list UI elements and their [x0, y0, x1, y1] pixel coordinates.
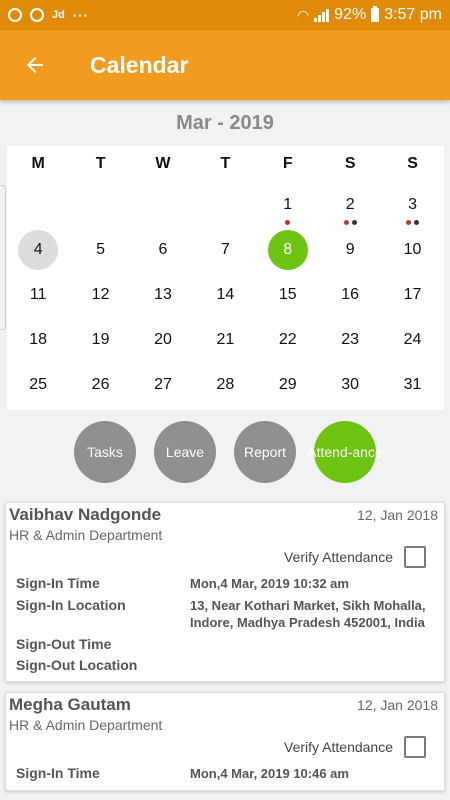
- verify-attendance-label: Verify Attendance: [284, 739, 393, 755]
- report-button[interactable]: [234, 421, 296, 483]
- status-bar: [0, 0, 450, 30]
- action-label: Tasks: [87, 444, 123, 460]
- day-number: 31: [403, 375, 422, 393]
- weekday-label: T: [95, 155, 106, 172]
- calendar-day[interactable]: [194, 317, 256, 362]
- calendar-day[interactable]: [194, 227, 256, 272]
- calendar-day[interactable]: [319, 362, 381, 407]
- page-title: Calendar: [90, 51, 189, 78]
- department-label: HR & Admin Department: [9, 717, 163, 733]
- field-value: [190, 657, 438, 673]
- calendar-day[interactable]: [7, 227, 69, 272]
- calendar-day[interactable]: [319, 272, 381, 317]
- event-dot: [344, 220, 349, 225]
- day-number: 1: [283, 195, 293, 213]
- calendar-grid: [7, 182, 444, 407]
- day-number: 15: [278, 285, 297, 303]
- day-number: 7: [220, 240, 230, 258]
- day-number: 27: [154, 375, 172, 393]
- event-dots: [319, 220, 381, 225]
- field-value: [190, 636, 438, 652]
- action-label: Report: [243, 444, 287, 460]
- day-number: 20: [154, 330, 172, 348]
- calendar-day[interactable]: [319, 227, 381, 272]
- day-number: 26: [91, 375, 110, 393]
- field-label: Sign-Out Time: [16, 636, 112, 652]
- wifi-icon: ◠: [296, 6, 310, 23]
- weekday-label: W: [155, 155, 171, 172]
- calendar-card: [7, 146, 444, 410]
- action-label: ance: [352, 444, 383, 460]
- day-number: 10: [403, 240, 422, 258]
- day-number: 12: [91, 285, 110, 303]
- calendar-day[interactable]: [257, 227, 319, 272]
- field-value: Mon,4 Mar, 2019 10:32 am: [190, 576, 349, 591]
- verify-attendance-label: Verify Attendance: [284, 549, 393, 565]
- day-number: 19: [91, 330, 110, 348]
- calendar-day[interactable]: [7, 317, 69, 362]
- calendar-day[interactable]: [381, 182, 443, 227]
- verify-attendance-checkbox[interactable]: [404, 736, 426, 758]
- calendar-day[interactable]: [257, 182, 319, 227]
- battery-percent: 92%: [334, 6, 367, 23]
- verify-attendance-row: [9, 734, 438, 760]
- clock: 3:57 pm: [384, 6, 442, 23]
- calendar-day[interactable]: [381, 317, 443, 362]
- weekday-header: [7, 146, 444, 182]
- calendar-blank: [132, 182, 194, 227]
- day-number: 28: [216, 375, 235, 393]
- info-row: [9, 597, 438, 631]
- verify-attendance-checkbox[interactable]: [404, 546, 426, 568]
- action-buttons: [0, 421, 450, 483]
- status-right: [297, 6, 442, 24]
- field-label: Sign-In Location: [16, 597, 126, 613]
- calendar-day[interactable]: [257, 272, 319, 317]
- department-label: HR & Admin Department: [9, 527, 163, 543]
- day-number: 17: [403, 285, 422, 303]
- record-date: 12, Jan 2018: [357, 697, 438, 713]
- day-number: 2: [345, 195, 355, 213]
- calendar-day[interactable]: [69, 227, 131, 272]
- calendar-blank: [7, 182, 69, 227]
- event-dots: [381, 220, 443, 225]
- calendar-day[interactable]: [381, 362, 443, 407]
- calendar-blank: [69, 182, 131, 227]
- day-number: 9: [345, 240, 355, 258]
- drawer-handle[interactable]: [0, 185, 6, 330]
- attendance-card: [5, 502, 445, 682]
- day-number: 8: [268, 230, 308, 270]
- back-button[interactable]: [0, 30, 70, 100]
- event-dot: [352, 220, 357, 225]
- day-number: 14: [216, 285, 235, 303]
- arrow-left-icon: [23, 53, 47, 77]
- field-value: 13, Near Kothari Market, Sikh Mohalla, Indore, Madhya Pradesh 452001, India: [190, 598, 426, 630]
- day-number: 21: [216, 330, 235, 348]
- day-number: 13: [154, 285, 172, 303]
- event-dot: [414, 220, 419, 225]
- calendar-day[interactable]: [132, 272, 194, 317]
- whatsapp-icon: [8, 8, 22, 22]
- day-number: 23: [341, 330, 360, 348]
- field-label: Sign-In Time: [16, 765, 100, 781]
- day-number: 22: [278, 330, 297, 348]
- calendar-day[interactable]: [7, 362, 69, 407]
- event-dot: [406, 220, 411, 225]
- calendar-day[interactable]: [381, 272, 443, 317]
- more-dots: ···: [72, 7, 89, 23]
- day-number: 29: [278, 375, 297, 393]
- verify-attendance-row: [9, 544, 438, 570]
- employee-name: Vaibhav Nadgonde: [9, 505, 162, 524]
- day-number: 11: [29, 285, 47, 303]
- battery-icon: [371, 8, 379, 22]
- calendar-day[interactable]: [194, 272, 256, 317]
- calendar-day[interactable]: [132, 227, 194, 272]
- attendance-list: [5, 502, 445, 800]
- calendar-day[interactable]: [257, 362, 319, 407]
- day-number: 25: [29, 375, 48, 393]
- day-number: 4: [18, 230, 58, 270]
- info-row: [9, 636, 438, 652]
- calendar-day[interactable]: [69, 362, 131, 407]
- calendar-day[interactable]: [381, 227, 443, 272]
- action-label: Leave: [165, 444, 205, 460]
- app-bar: [0, 30, 450, 100]
- status-left: [8, 8, 89, 23]
- day-number: 18: [29, 330, 48, 348]
- calendar-day[interactable]: [69, 272, 131, 317]
- employee-name: Megha Gautam: [9, 695, 131, 714]
- weekday-label: F: [282, 155, 293, 172]
- calendar-blank: [194, 182, 256, 227]
- leave-button[interactable]: [154, 421, 216, 483]
- info-row: [9, 657, 438, 673]
- card-header: [9, 694, 438, 716]
- info-row: [9, 765, 438, 782]
- day-number: 5: [96, 240, 106, 258]
- attendance-button[interactable]: [307, 421, 383, 483]
- record-date: 12, Jan 2018: [357, 507, 438, 523]
- day-number: 16: [341, 285, 360, 303]
- calendar-day[interactable]: [194, 362, 256, 407]
- weekday-label: S: [407, 155, 418, 172]
- month-label[interactable]: Mar - 2019: [176, 112, 274, 134]
- calendar-day[interactable]: [132, 362, 194, 407]
- day-number: 6: [158, 240, 168, 258]
- field-label: Sign-In Time: [16, 575, 100, 591]
- event-dot: [285, 220, 290, 225]
- event-dots: [257, 220, 319, 225]
- weekday-label: S: [344, 155, 356, 172]
- attendance-card: [5, 692, 445, 791]
- signal-icon: [314, 8, 329, 22]
- action-label: Attend-: [307, 444, 353, 460]
- card-header: [9, 504, 438, 526]
- calendar-day[interactable]: [69, 317, 131, 362]
- weekday-label: T: [220, 155, 231, 172]
- info-row: [9, 575, 438, 592]
- weekday-label: M: [31, 155, 45, 172]
- calendar-day[interactable]: [132, 317, 194, 362]
- sync-icon: [30, 8, 44, 22]
- jd-label: Jd: [52, 9, 65, 21]
- field-label: Sign-Out Location: [16, 657, 138, 673]
- day-number: 24: [403, 330, 422, 348]
- field-value: Mon,4 Mar, 2019 10:46 am: [190, 766, 349, 781]
- day-number: 3: [408, 195, 417, 213]
- tasks-button[interactable]: [74, 421, 136, 483]
- calendar-day[interactable]: [319, 182, 381, 227]
- calendar-day[interactable]: [257, 317, 319, 362]
- calendar-day[interactable]: [319, 317, 381, 362]
- calendar-day[interactable]: [7, 272, 69, 317]
- day-number: 30: [341, 375, 360, 393]
